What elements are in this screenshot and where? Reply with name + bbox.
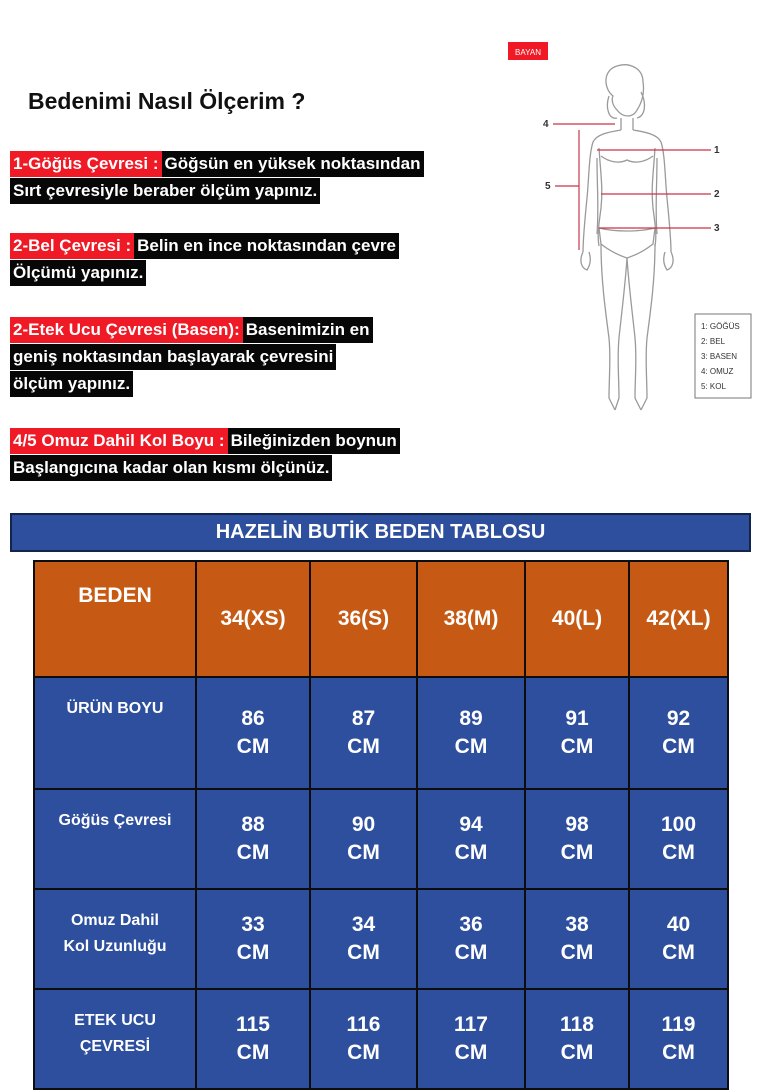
instruction-waist [10, 233, 399, 287]
page-title: Bedenimi Nasıl Ölçerim ? [28, 88, 306, 114]
instruction-text: geniş noktasından başlayarak çevresini [10, 344, 336, 370]
legend-item: 4: OMUZ [701, 367, 734, 376]
legend-item: 1: GÖĞÜS [701, 322, 740, 331]
table-cell: 92 CM [629, 677, 728, 789]
instruction-text: Ölçümü yapınız. [10, 260, 146, 286]
instruction-label: 2-Etek Ucu Çevresi (Basen): [10, 317, 243, 343]
size-column-header: 42(XL) [629, 561, 728, 677]
table-cell: 33 CM [196, 889, 310, 989]
marker-waist: 2 [714, 189, 720, 200]
size-header-label: BEDEN [34, 561, 196, 677]
table-row [34, 989, 728, 1089]
table-row [34, 789, 728, 889]
marker-chest: 1 [714, 145, 720, 156]
instruction-text: ölçüm yapınız. [10, 371, 133, 397]
table-cell: 90 CM [310, 789, 417, 889]
instruction-label: 1-Göğüs Çevresi : [10, 151, 162, 177]
row-label: Omuz Dahil Kol Uzunluğu [34, 889, 196, 989]
table-cell: 100 CM [629, 789, 728, 889]
size-table [33, 560, 729, 1090]
table-row [34, 889, 728, 989]
marker-shoulder: 4 [543, 119, 549, 130]
table-cell: 88 CM [196, 789, 310, 889]
table-cell: 36 CM [417, 889, 525, 989]
instruction-label: 4/5 Omuz Dahil Kol Boyu : [10, 428, 228, 454]
size-column-header: 36(S) [310, 561, 417, 677]
instruction-text: Bileğinizden boynun [228, 428, 400, 454]
instruction-text: Sırt çevresiyle beraber ölçüm yapınız. [10, 178, 320, 204]
size-table-title: HAZELİN BUTİK BEDEN TABLOSU [10, 513, 751, 552]
row-label: ÜRÜN BOYU [34, 677, 196, 789]
size-column-header: 38(M) [417, 561, 525, 677]
size-header-row [34, 561, 728, 677]
table-cell: 117 CM [417, 989, 525, 1089]
table-cell: 34 CM [310, 889, 417, 989]
table-cell: 38 CM [525, 889, 629, 989]
woman-silhouette-icon [581, 65, 673, 410]
table-cell: 40 CM [629, 889, 728, 989]
marker-arm: 5 [545, 181, 551, 192]
instruction-chest [10, 151, 424, 205]
size-column-header: 40(L) [525, 561, 629, 677]
instruction-label: 2-Bel Çevresi : [10, 233, 134, 259]
legend-item: 5: KOL [701, 382, 726, 391]
table-cell: 89 CM [417, 677, 525, 789]
instruction-text: Basenimizin en [243, 317, 373, 343]
size-column-header: 34(XS) [196, 561, 310, 677]
legend-item: 2: BEL [701, 337, 726, 346]
instruction-hip [10, 317, 373, 398]
instruction-text: Göğsün en yüksek noktasından [162, 151, 424, 177]
table-cell: 91 CM [525, 677, 629, 789]
body-measurement-figure [505, 38, 760, 428]
table-row [34, 677, 728, 789]
table-cell: 119 CM [629, 989, 728, 1089]
instruction-text: Belin en ince noktasından çevre [134, 233, 399, 259]
table-cell: 98 CM [525, 789, 629, 889]
table-cell: 87 CM [310, 677, 417, 789]
figure-tag: BAYAN [515, 48, 541, 57]
row-label: Göğüs Çevresi [34, 789, 196, 889]
instruction-arm [10, 428, 400, 482]
row-label: ETEK UCU ÇEVRESİ [34, 989, 196, 1089]
table-cell: 116 CM [310, 989, 417, 1089]
table-cell: 86 CM [196, 677, 310, 789]
table-cell: 115 CM [196, 989, 310, 1089]
marker-hip: 3 [714, 223, 720, 234]
legend-item: 3: BASEN [701, 352, 738, 361]
instruction-text: Başlangıcına kadar olan kısmı ölçünüz. [10, 455, 332, 481]
table-cell: 94 CM [417, 789, 525, 889]
table-cell: 118 CM [525, 989, 629, 1089]
